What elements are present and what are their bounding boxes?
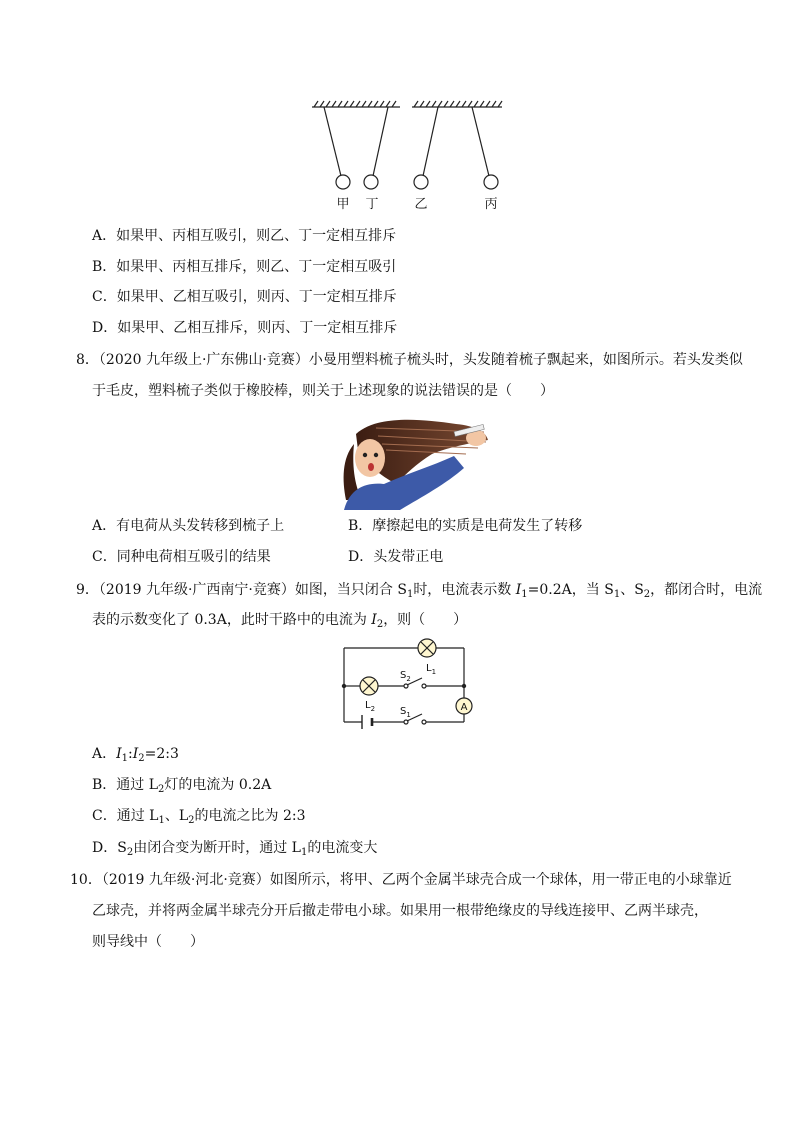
pendulum-figure: [300, 95, 520, 220]
string-yi: [423, 107, 438, 176]
label-yi: 乙: [414, 197, 428, 212]
ball-ding: [364, 175, 378, 189]
circuit-diagram: [330, 634, 480, 730]
label-l1: $L_1$: [426, 663, 437, 676]
ceiling-right: [412, 101, 502, 107]
ball-jia: [336, 175, 350, 189]
label-jia: 甲: [336, 197, 350, 212]
battery-icon: [362, 715, 372, 729]
string-bing: [472, 107, 489, 176]
q7-option-c: C．如果甲、乙相互吸引，则丙、丁一定相互排斥: [92, 289, 397, 305]
ball-bing: [484, 175, 498, 189]
hair-comb-illustration: [336, 414, 496, 510]
ball-yi: [414, 175, 428, 189]
string-jia: [324, 107, 341, 176]
label-s2: $S_2$: [400, 670, 411, 683]
q10-stem-line1: 10．（2019 九年级·河北·竞赛）如图所示，将甲、乙两个金属半球壳合成一个球体，用一带正电的小球靠近: [70, 872, 732, 888]
q7-option-d: D．如果甲、乙相互排斥，则丙、丁一定相互排斥: [92, 320, 398, 336]
ceiling-left: [312, 101, 400, 107]
q10-stem-line3: 则导线中（ ）: [92, 934, 204, 950]
q8-stem-line2: 于毛皮，塑料梳子类似于橡胶棒，则关于上述现象的说法错误的是（ ）: [92, 383, 554, 399]
q9-option-a: A．$I_1:I_2=2:3$: [92, 746, 179, 764]
q8-stem-line1: 8．（2020 九年级上·广东佛山·竞赛）小曼用塑料梳子梳头时，头发随着梳子飘起来，如图所示。若头发类似: [76, 352, 743, 368]
lamp-l2-icon: [360, 677, 378, 695]
label-ding: 丁: [365, 197, 379, 212]
ammeter-icon: [456, 698, 472, 714]
q8-option-b: B．摩擦起电的实质是电荷发生了转移: [348, 518, 583, 534]
label-l2: $L_2$: [365, 700, 376, 713]
q9-stem-line1: 9．（2019 九年级·广西南宁·竞赛）如图，当只闭合 $S_1$时，电流表示数 $I_1=0.2A$，当 $S_1$、$S_2$，都闭合时，电流: [76, 582, 763, 600]
q7-option-b: B．如果甲、丙相互排斥，则乙、丁一定相互吸引: [92, 259, 397, 275]
q9-option-b: B．通过 $L_2$灯的电流为 0.2A: [92, 777, 272, 795]
q7-option-a: A．如果甲、丙相互吸引，则乙、丁一定相互排斥: [92, 228, 397, 244]
lamp-l1-icon: [418, 639, 436, 657]
q8-option-d: D．头发带正电: [348, 549, 444, 565]
q9-option-d: D．$S_2$由闭合变为断开时，通过 $L_1$的电流变大: [92, 840, 378, 858]
label-bing: 丙: [484, 197, 498, 212]
ammeter-label: A: [460, 702, 468, 713]
q9-stem-line2: 表的示数变化了 0.3A，此时干路中的电流为 $I_2$，则（ ）: [92, 612, 468, 630]
q8-option-c: C．同种电荷相互吸引的结果: [92, 549, 271, 565]
q8-option-a: A．有电荷从头发转移到梳子上: [92, 518, 285, 534]
label-s1: $S_1$: [400, 706, 411, 719]
string-ding: [373, 107, 388, 176]
q10-stem-line2: 乙球壳，并将两金属半球壳分开后撤走带电小球。如果用一根带绝缘皮的导线连接甲、乙两半球壳，: [92, 903, 708, 919]
q9-option-c: C．通过 $L_1$、$L_2$的电流之比为 2:3: [92, 808, 306, 826]
